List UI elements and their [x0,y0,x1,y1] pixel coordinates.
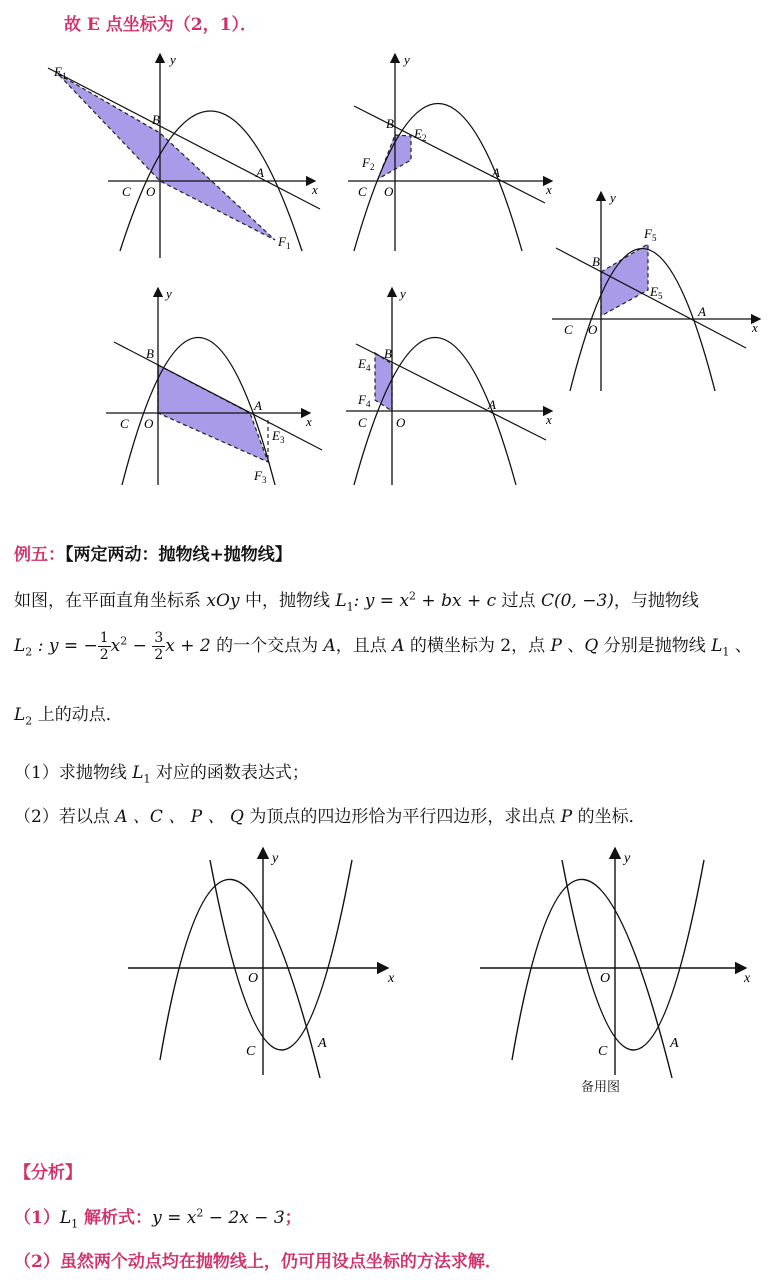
problem-line-2: $L_2$ : y = − $\frac{1}{2}$ $x^2$ − $\frac{3}{2}$ x + 2 的一个交点为 A，且点 A 的横坐标为 2，点 P 、Q 分别是抛物线 $L_1$ 、 [14,630,752,663]
label-a: A [698,304,706,319]
label-o: O [396,415,406,430]
question-2: （2）若以点 A 、C 、 P 、 Q 为顶点的四边形恰为平行四边形，求出点 P 的坐标． [14,807,646,827]
label-c: C [358,184,367,199]
label-x: x [306,414,312,429]
figure-5 [550,186,780,396]
label-b: B [386,116,394,131]
label-a: A [670,1036,679,1051]
analysis-heading: 【分析】 [14,1163,82,1183]
conclusion-line: 故 E 点坐标为（2，1）． [64,15,257,35]
label-c: C [120,416,129,431]
example-heading: 例五： [14,545,65,565]
spare-figure-caption: 备用图 [581,1079,621,1094]
figure-spare [472,840,762,1080]
label-b: B [384,346,392,361]
label-o: O [248,971,259,986]
label-o: O [144,416,154,431]
label-y: y [400,286,406,301]
label-c: C [564,322,573,337]
label-o: O [146,184,156,199]
label-x: x [546,412,552,427]
figure-4 [340,280,560,490]
label-c: C [246,1044,256,1059]
label-f4: $F_4$ [358,392,371,409]
line-ab [354,106,545,203]
label-a: A [256,165,264,180]
label-o: O [588,322,598,337]
label-b: B [592,254,600,269]
problem-line-1: 如图，在平面直角坐标系 xOy 中，抛物线 $L_1$: $y = x^2$ + bx + c 过点 C(0, −3)，与抛物线 [14,589,699,614]
label-e1: $E_1$ [54,64,67,81]
parabola-l2 [512,879,672,1078]
label-e4: $E_4$ [358,356,371,373]
label-y: y [272,851,279,866]
figure-3 [100,280,330,490]
parabola-l1 [210,860,352,1050]
label-x: x [388,971,395,986]
label-x: x [752,320,758,335]
label-x: x [546,182,552,197]
label-a: A [492,165,500,180]
label-e5: $E_5$ [650,284,663,301]
label-e3: $E_3$ [272,428,285,445]
label-e2: $E_2$ [414,126,427,143]
fraction-one-half: $\frac{1}{2}$ [99,630,109,663]
label-f3: $F_3$ [254,468,267,485]
label-y: y [610,190,616,205]
label-y: y [624,851,631,866]
label-y: y [404,52,410,67]
figure-two-parabolas [120,840,410,1080]
label-f2: $F_2$ [362,155,375,172]
label-x: x [312,182,318,197]
shaded-quad-1 [58,74,275,240]
label-c: C [122,184,131,199]
label-a: A [488,397,496,412]
label-a: A [254,398,262,413]
label-x: x [744,971,751,986]
label-f5: $F_5$ [644,226,657,243]
parabola-l2 [160,879,320,1078]
example-heading-row [14,540,292,565]
analysis-point-1: $(1)L_1$ 解析式：$y = x^2 - 2x - 3$； [14,1206,302,1231]
label-f1: $F_1$ [278,234,291,251]
label-a: A [318,1036,327,1051]
label-o: O [600,971,611,986]
label-c: C [358,415,367,430]
shaded-quad-4 [375,353,392,411]
label-b: B [146,346,154,361]
label-y: y [170,52,176,67]
figure-2 [340,46,560,256]
example-tag: 【两定两动：抛物线+抛物线】 [65,545,292,565]
label-b: B [152,112,160,127]
label-y: y [166,286,172,301]
analysis-point-2: （2）虽然两个动点均在抛物线上，仍可用设点坐标的方法求解． [14,1252,502,1272]
problem-line-3: $L_2$ 上的动点． [14,705,123,728]
figure-1 [20,46,330,264]
parabola-l1 [562,860,704,1050]
fraction-three-half: $\frac{3}{2}$ [154,630,164,663]
label-o: O [384,184,394,199]
question-1: （1）求抛物线 $L_1$ 对应的函数表达式； [14,763,309,786]
label-c: C [598,1044,608,1059]
